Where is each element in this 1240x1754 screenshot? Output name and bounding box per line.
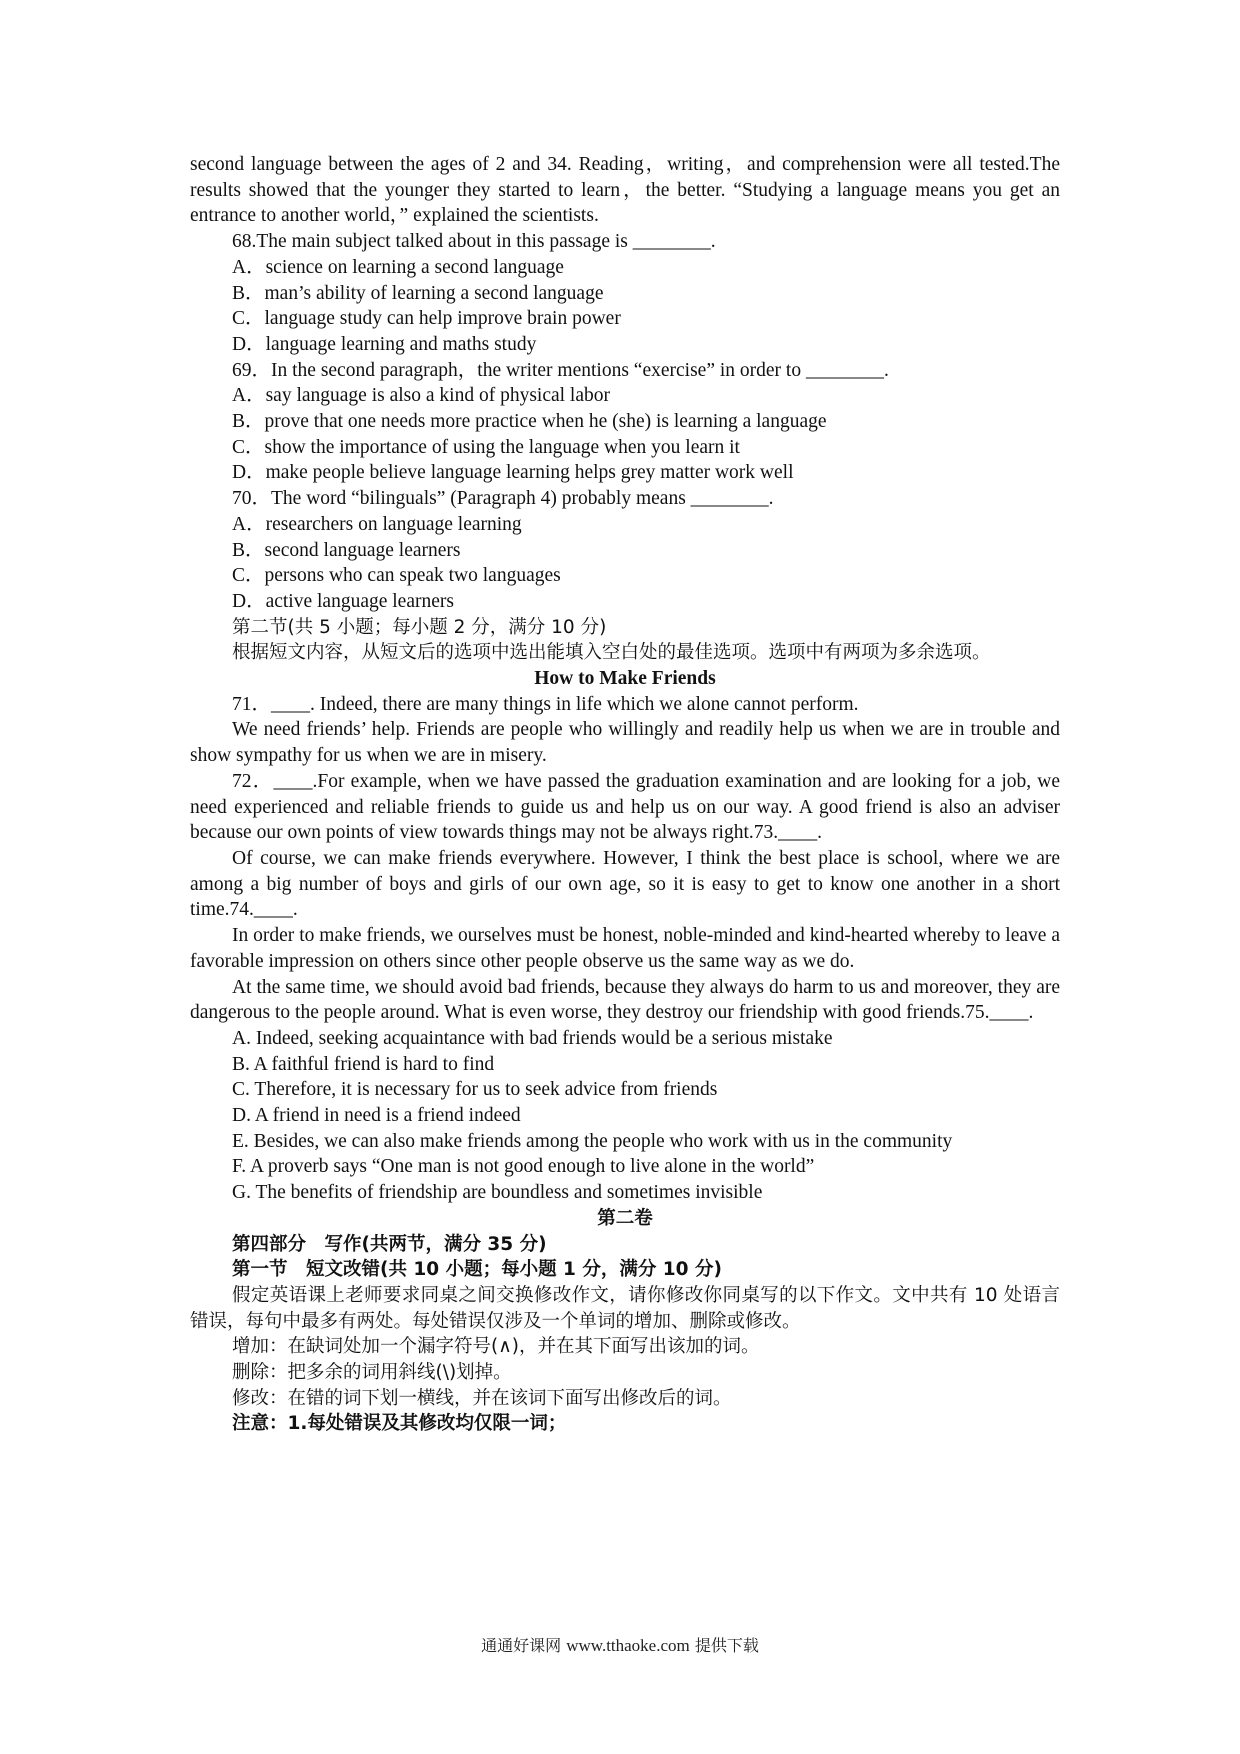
section1-heading: 第一节 短文改错(共 10 小题；每小题 1 分，满分 10 分) xyxy=(232,1259,722,1281)
option-g: G. The benefits of friendship are boundless and sometimes invisible xyxy=(232,1182,763,1204)
question-70 xyxy=(190,486,1060,615)
option-b: B．man’s ability of learning a second language xyxy=(232,282,604,304)
passage-paragraph: In order to make friends, we ourselves must be honest, noble-minded and kind-hearted whereby to leave a favorable impression on others since other people observe us the same way as we do. xyxy=(190,925,1060,972)
passage-paragraph: We need friends’ help. Friends are people who willingly and readily help us when we are in trouble and show sympathy for us when we are in misery. xyxy=(190,719,1060,767)
question-69 xyxy=(190,358,1060,487)
question-stem: 70．The word “bilinguals” (Paragraph 4) probably means ________. xyxy=(232,488,774,510)
footer-suffix: 提供下载 xyxy=(694,1636,759,1655)
option-a: A．researchers on language learning xyxy=(232,513,522,535)
option-b: B．prove that one needs more practice when he (she) is learning a language xyxy=(232,411,827,433)
rule-modify: 修改：在错的词下划一横线，并在该词下面写出修改后的词。 xyxy=(232,1387,732,1409)
page-content xyxy=(190,152,1060,1437)
option-c: C．language study can help improve brain power xyxy=(232,308,621,330)
option-e: E. Besides, we can also make friends among the people who work with us in the community xyxy=(232,1130,953,1152)
part4-heading: 第四部分 写作(共两节，满分 35 分) xyxy=(232,1233,547,1255)
option-a: A. Indeed, seeking acquaintance with bad friends would be a serious mistake xyxy=(232,1027,833,1049)
option-d: D．language learning and maths study xyxy=(232,333,537,355)
option-d: D．make people believe language learning helps grey matter work well xyxy=(232,462,794,484)
option-f: F. A proverb says “One man is not good enough to live alone in the world” xyxy=(232,1156,815,1178)
volume2-title: 第二卷 xyxy=(597,1207,653,1229)
page-footer xyxy=(0,1633,1240,1656)
option-d: D. A friend in need is a friend indeed xyxy=(232,1105,521,1127)
section2-options xyxy=(190,1026,1060,1206)
passage-title: How to Make Friends xyxy=(534,668,716,690)
passage-end: second language between the ages of 2 and 34. Reading，writing，and comprehension were all tested.The results showed that the younger they started to learn，the better. “Studying a language means you get an entrance to another world，” explained the scientists. xyxy=(190,154,1060,227)
rule-add: 增加：在缺词处加一个漏字符号(∧)，并在其下面写出该加的词。 xyxy=(232,1336,760,1358)
passage-paragraph: At the same time, we should avoid bad friends, because they always do harm to us and moreover, they are dangerous to the people around. What is even worse, they destroy our friendship with good friends.75.____. xyxy=(190,976,1060,1024)
option-d: D．active language learners xyxy=(232,590,454,612)
section2-instruction: 根据短文内容，从短文后的选项中选出能填入空白处的最佳选项。选项中有两项为多余选项。 xyxy=(232,642,991,664)
option-b: B. A faithful friend is hard to find xyxy=(232,1053,495,1075)
option-a: A．say language is also a kind of physical labor xyxy=(232,385,610,407)
section2-heading: 第二节(共 5 小题；每小题 2 分，满分 10 分) xyxy=(232,616,607,638)
section1-instruction: 假定英语课上老师要求同桌之间交换修改作文，请你修改你同桌写的以下作文。文中共有 10 处语言错误，每句中最多有两处。每处错误仅涉及一个单词的增加、删除或修改。 xyxy=(190,1284,1060,1332)
passage-paragraph: 72．____.For example, when we have passed the graduation examination and are looking for a job, we need experienced and reliable friends to guide us and help us on our way. A good friend is also an adviser because our own points of view towards things may not be always right.73.____. xyxy=(190,770,1060,844)
passage-paragraph: 71．____. Indeed, there are many things in life which we alone cannot perform. xyxy=(232,693,859,715)
footer-site: 通通好课网 xyxy=(481,1636,562,1655)
option-a: A．science on learning a second language xyxy=(232,256,564,278)
option-b: B．second language learners xyxy=(232,539,461,561)
question-stem: 68.The main subject talked about in this passage is ________. xyxy=(232,231,716,253)
note: 注意：1.每处错误及其修改均仅限一词； xyxy=(232,1413,567,1435)
question-stem: 69．In the second paragraph，the writer mentions “exercise” in order to ________. xyxy=(232,359,889,381)
rule-delete: 删除：把多余的词用斜线(\)划掉。 xyxy=(232,1362,512,1384)
footer-url: www.tthaoke.com xyxy=(566,1636,690,1655)
question-68 xyxy=(190,229,1060,358)
option-c: C. Therefore, it is necessary for us to seek advice from friends xyxy=(232,1079,718,1101)
passage-paragraph: Of course, we can make friends everywhere. However, I think the best place is school, where we are among a big number of boys and girls of our own age, so it is easy to get to know one another in a short time.74.____. xyxy=(190,847,1060,921)
option-c: C．persons who can speak two languages xyxy=(232,565,561,587)
option-c: C．show the importance of using the language when you learn it xyxy=(232,436,740,458)
